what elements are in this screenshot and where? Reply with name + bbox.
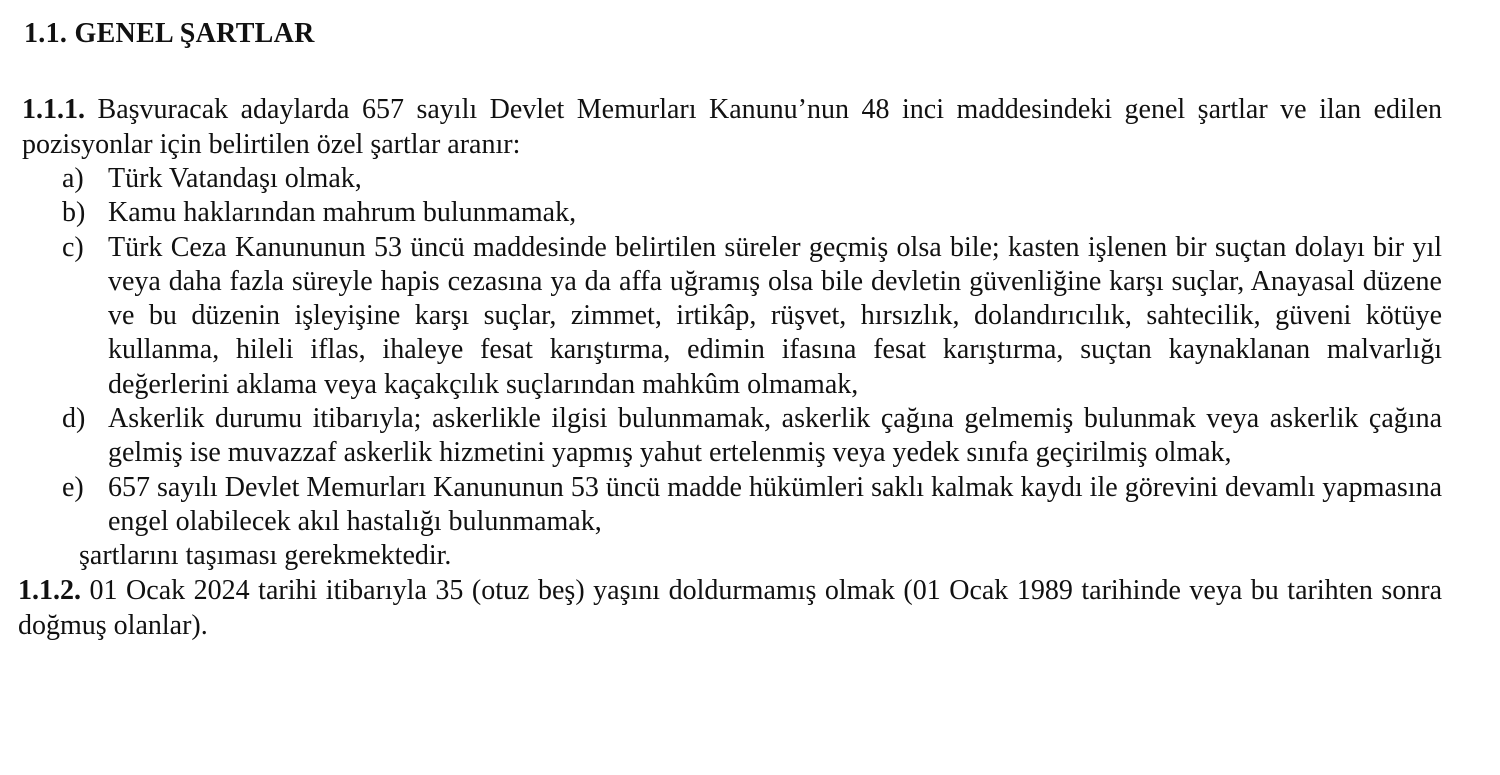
closing-sentence: şartlarını taşıması gerekmektedir.	[79, 540, 452, 572]
paragraph-number: 1.1.2.	[18, 575, 81, 607]
list-item-d	[22, 402, 1442, 471]
section-heading: 1.1. GENEL ŞARTLAR	[24, 18, 315, 49]
list-marker: d)	[62, 403, 86, 435]
list-item-a	[22, 162, 1442, 196]
list-marker: e)	[62, 471, 84, 503]
list-marker: a)	[62, 163, 84, 194]
list-item-text: 657 sayılı Devlet Memurları Kanununun 53 üncü madde hükümleri saklı kalmak kaydı ile görevini devamlı yapmasına engel olabilecek akıl hastalığı bulunmamak,	[108, 471, 1442, 537]
paragraph-1-1-1	[22, 92, 1442, 162]
requirements-list	[22, 162, 1442, 539]
list-marker: c)	[62, 231, 84, 263]
document-page	[18, 14, 1443, 643]
list-item-e	[22, 471, 1442, 540]
paragraph-number: 1.1.1.	[22, 94, 85, 125]
list-item-text: Türk Vatandaşı olmak,	[108, 163, 362, 194]
list-item-text: Türk Ceza Kanununun 53 üncü maddesinde belirtilen süreler geçmiş olsa bile; kasten işlenen bir suçtan dolayı bir yıl veya daha fazla süreyle hapis cezasına ya da affa uğramış olsa bile devletin güvenliğine karşı suçlar, Anayasal düzene ve bu düzenin işleyişine karşı suçlar, zimmet, irtikâp, rüşvet, hırsızlık, dolandırıcılık, sahtecilik, güveni kötüye kullanma, hileli iflas, ihaleye fesat karıştırma, edimin ifasına fesat karıştırma, suçtan kaynaklanan malvarlığı değerlerini aklama veya kaçakçılık suçlarından mahkûm olmamak,	[108, 231, 1442, 400]
paragraph-text: Başvuracak adaylarda 657 sayılı Devlet Memurları Kanunu’nun 48 inci maddesindeki genel şartlar ve ilan edilen pozisyonlar için belirtilen özel şartlar aranır:	[22, 94, 1443, 160]
paragraph-text: 01 Ocak 2024 tarihi itibarıyla 35 (otuz beş) yaşını doldurmamış olmak (01 Ocak 1989 tarihinde veya bu tarihten sonra doğmuş olanlar).	[18, 575, 1443, 642]
list-marker: b)	[62, 197, 86, 229]
list-item-c	[22, 231, 1442, 402]
paragraph-1-1-2	[18, 573, 1442, 643]
list-item-text: Kamu haklarından mahrum bulunmamak,	[108, 197, 577, 229]
list-item-b	[22, 196, 1442, 230]
list-item-text: Askerlik durumu itibarıyla; askerlikle ilgisi bulunmamak, askerlik çağına gelmemiş bulunmak veya askerlik çağına gelmiş ise muvazzaf askerlik hizmetini yapmış yahut ertelenmiş veya yedek sınıfa geçirilmiş olmak,	[108, 403, 1442, 469]
